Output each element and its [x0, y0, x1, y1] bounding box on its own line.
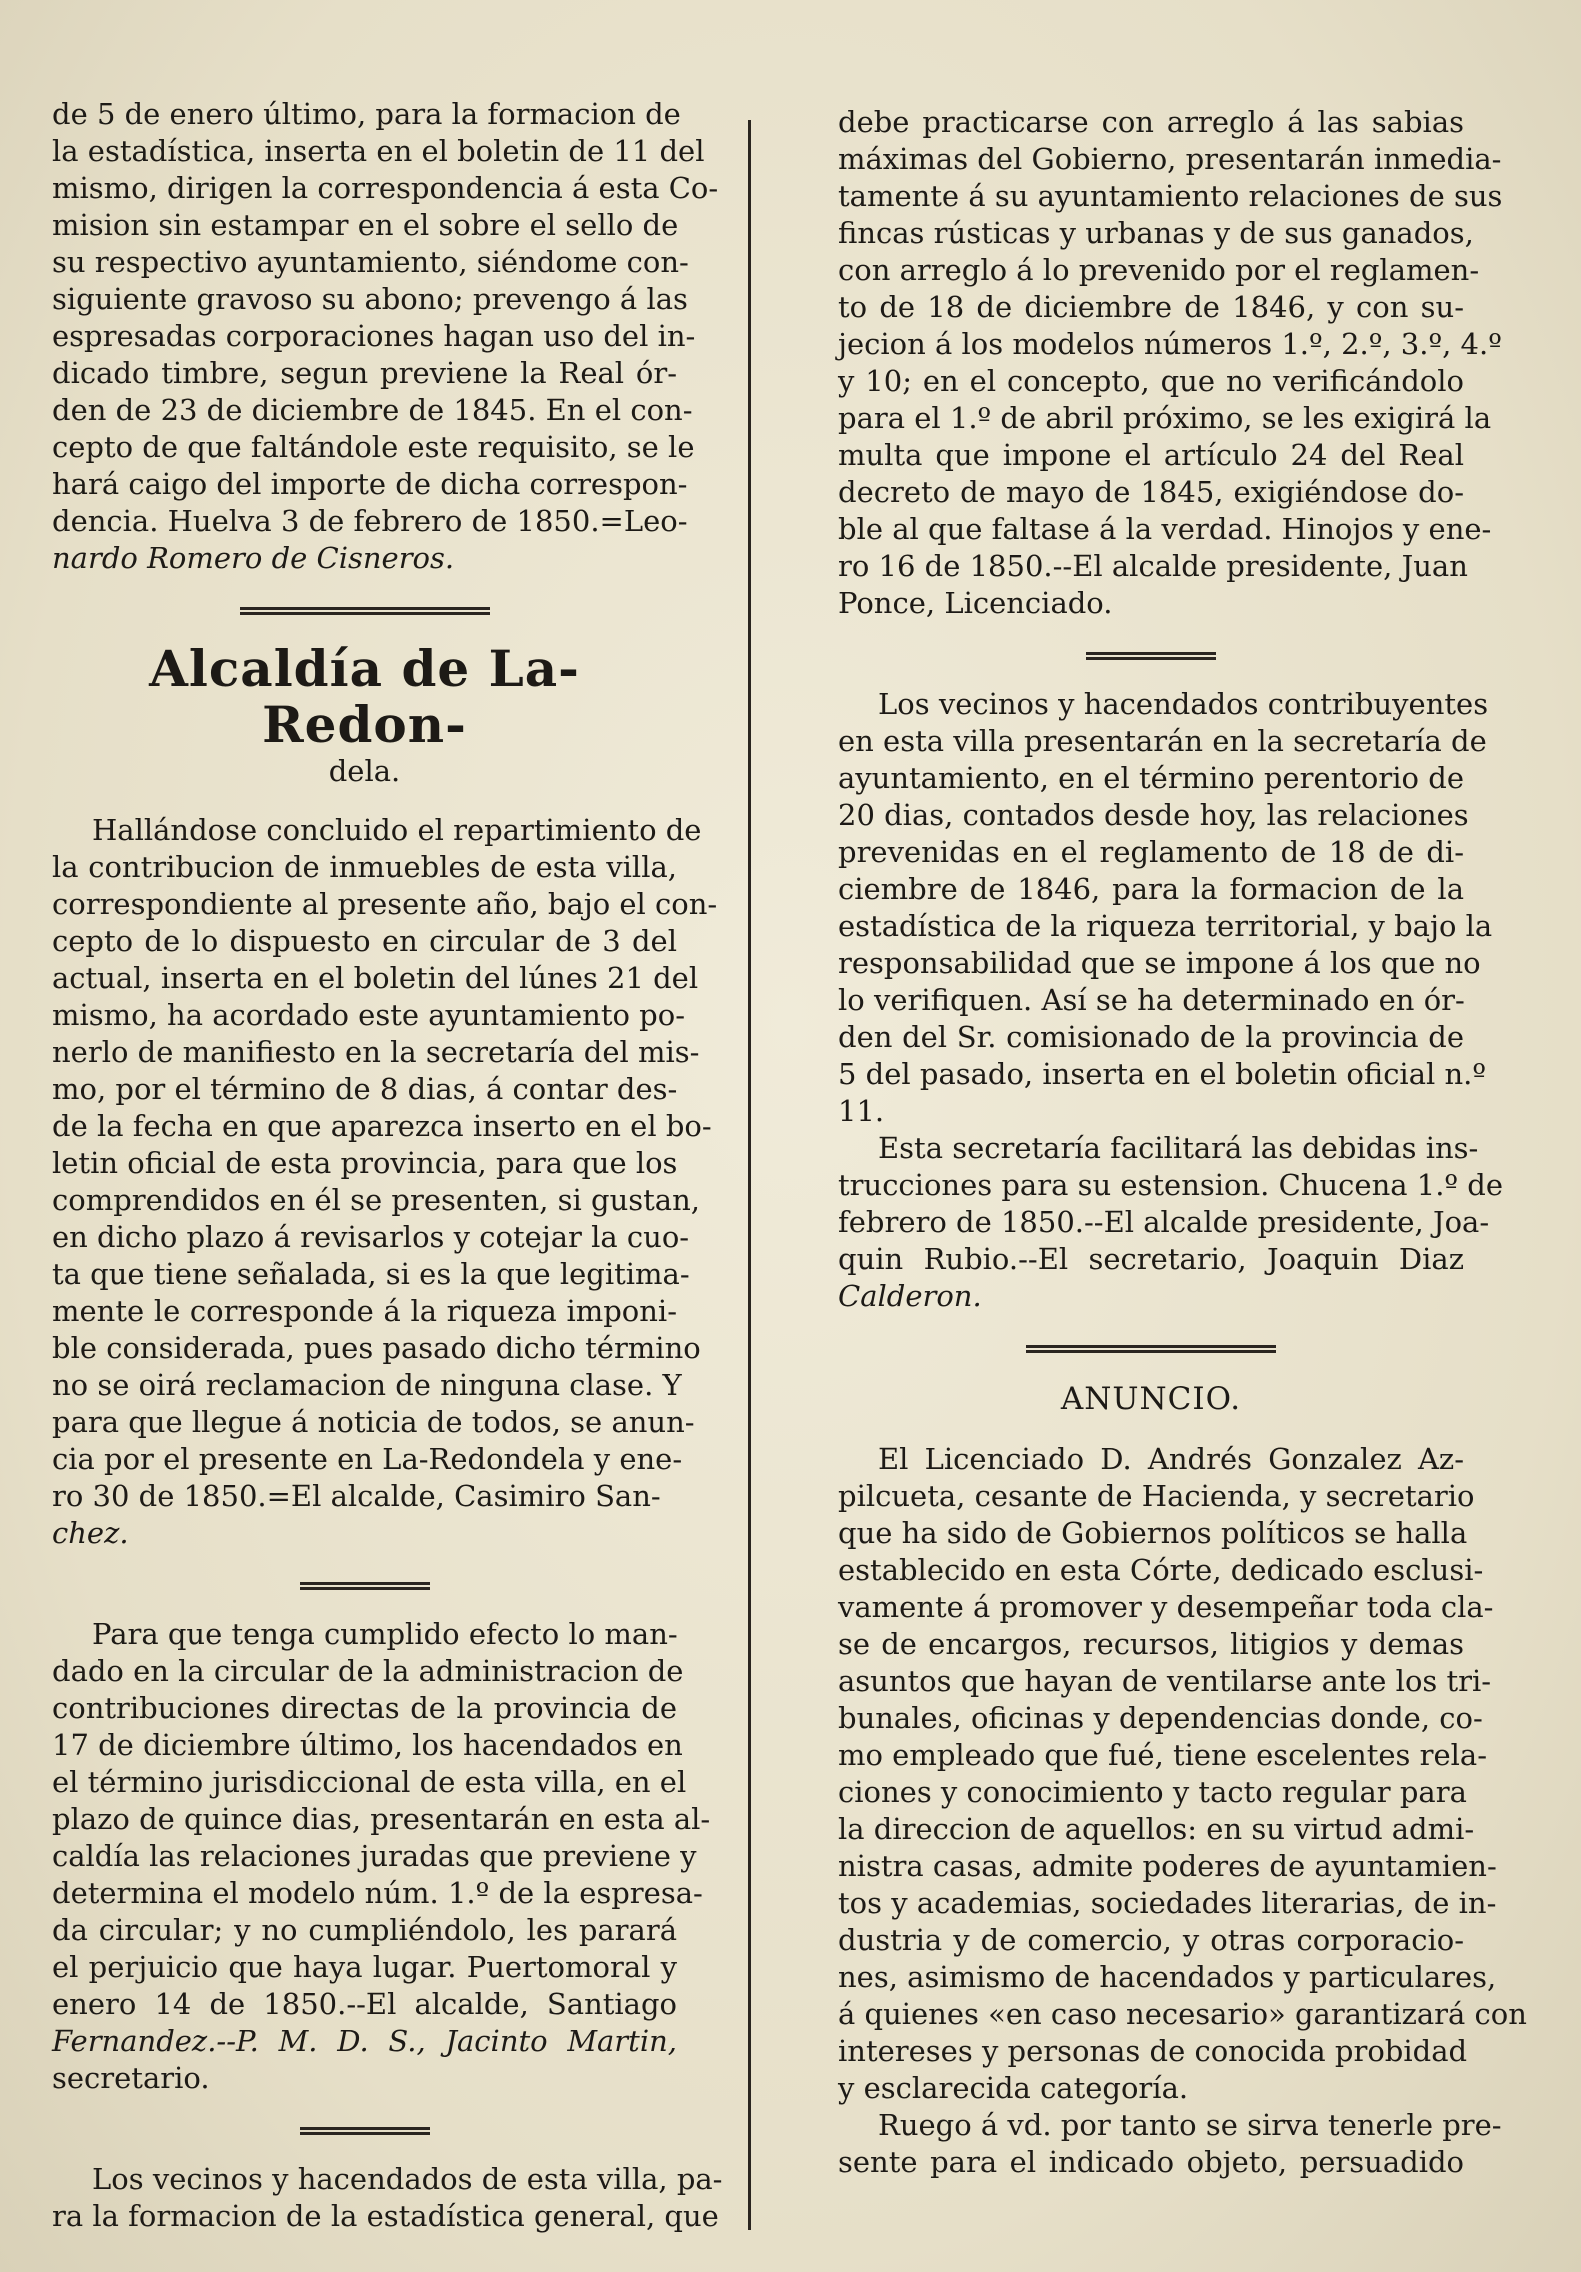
- text-line: caldía las relaciones juradas que previene y: [52, 1839, 697, 1873]
- notice-la-redondela: [52, 812, 718, 1552]
- right-column: [838, 104, 1527, 2181]
- section-rule: [1026, 1343, 1276, 1355]
- text-line: secretario.: [52, 2061, 210, 2095]
- text-line: mismo, ha acordado este ayuntamiento po-: [52, 998, 686, 1032]
- text-line: cia por el presente en La-Redondela y ene-: [52, 1442, 683, 1476]
- notice-chucena: [838, 686, 1504, 1315]
- text-line: dicado timbre, segun previene la Real ór-: [52, 356, 677, 390]
- text-line: dustria y de comercio, y otras corporacio-: [838, 1923, 1464, 1957]
- text-line: ro 30 de 1850.=El alcalde, Casimiro San-: [52, 1479, 661, 1513]
- text-line: contribuciones directas de la provincia de: [52, 1691, 677, 1725]
- text-line: cepto de lo dispuesto en circular de 3 del: [52, 924, 677, 958]
- text-line: asuntos que hayan de ventilarse ante los tri-: [838, 1664, 1492, 1698]
- text-line: con arreglo á lo prevenido por el reglamen-: [838, 253, 1480, 287]
- text-line: nes, asimismo de hacendados y particulares,: [838, 1960, 1497, 1994]
- column-divider: [748, 120, 751, 2230]
- text-line: espresadas corporaciones hagan uso del in-: [52, 319, 696, 353]
- text-line: bunales, oficinas y dependencias donde, co-: [838, 1701, 1483, 1735]
- text-line: Los vecinos y hacendados de esta villa, pa-: [92, 2162, 723, 2196]
- text-line: comprendidos en él se presenten, si gustan,: [52, 1183, 700, 1217]
- section-heading-continuation: dela.: [328, 754, 401, 788]
- text-line: enero 14 de 1850.--El alcalde, Santiago: [52, 1987, 677, 2021]
- text-line: intereses y personas de conocida probidad: [838, 2034, 1468, 2068]
- text-line: la estadística, inserta en el boletin de 11 del: [52, 134, 705, 168]
- text-line: y 10; en el concepto, que no verificándolo: [838, 364, 1464, 398]
- text-line: den de 23 de diciembre de 1845. En el con-: [52, 393, 693, 427]
- text-line: Ruego á vd. por tanto se sirva tenerle pre-: [878, 2108, 1502, 2142]
- text-line: Calderon.: [838, 1279, 982, 1313]
- text-line: cepto de que faltándole este requisito, se le: [52, 430, 695, 464]
- text-line: en esta villa presentarán en la secretaría de: [838, 724, 1487, 758]
- text-line: hará caigo del importe de dicha correspon-: [52, 467, 688, 501]
- text-line: den del Sr. comisionado de la provincia de: [838, 1020, 1464, 1054]
- left-column: [52, 96, 723, 2235]
- announcement-body: [838, 1441, 1527, 2181]
- text-line: 17 de diciembre último, los hacendados en: [52, 1728, 683, 1762]
- text-line: febrero de 1850.--El alcalde presidente, Joa-: [838, 1205, 1490, 1239]
- text-line: tos y academias, sociedades literarias, de in-: [838, 1886, 1497, 1920]
- text-line: mo empleado que fué, tiene escelentes rela-: [838, 1738, 1488, 1772]
- text-line: se de encargos, recursos, litigios y demas: [838, 1627, 1464, 1661]
- text-line: siguiente gravoso su abono; prevengo á las: [52, 282, 688, 316]
- text-line: tamente á su ayuntamiento relaciones de sus: [838, 179, 1503, 213]
- text-line: fincas rústicas y urbanas y de sus ganados,: [838, 216, 1474, 250]
- text-line: no se oirá reclamacion de ninguna clase. Y: [52, 1368, 682, 1402]
- text-line: mismo, dirigen la correspondencia á esta Co-: [52, 171, 719, 205]
- text-line: letin oficial de esta provincia, para que los: [52, 1146, 678, 1180]
- text-line: 11.: [838, 1094, 885, 1128]
- text-line: lo verifiquen. Así se ha determinado en ór-: [838, 983, 1465, 1017]
- notice-hinojos-start: [52, 2161, 723, 2235]
- text-line: multa que impone el artículo 24 del Real: [838, 438, 1464, 472]
- text-line: que ha sido de Gobiernos políticos se halla: [838, 1516, 1468, 1550]
- text-line: mision sin estampar en el sobre el sello de: [52, 208, 679, 242]
- text-line: Para que tenga cumplido efecto lo man-: [92, 1617, 678, 1651]
- section-rule: [240, 605, 490, 617]
- text-line: establecido en esta Córte, dedicado esclusi-: [838, 1553, 1484, 1587]
- section-rule: [1086, 650, 1216, 662]
- text-line: nistra casas, admite poderes de ayuntamien-: [838, 1849, 1497, 1883]
- text-line: á quienes «en caso necesario» garantizará con: [838, 1997, 1527, 2031]
- text-line: da circular; y no cumpliéndolo, les parará: [52, 1913, 677, 1947]
- text-line: ro 16 de 1850.--El alcalde presidente, Juan: [838, 549, 1468, 583]
- text-line: ble al que faltase á la verdad. Hinojos y ene-: [838, 512, 1492, 546]
- text-line: estadística de la riqueza territorial, y bajo la: [838, 909, 1493, 943]
- text-line: mo, por el término de 8 dias, á contar des-: [52, 1072, 678, 1106]
- text-line: ra la formacion de la estadística general, que: [52, 2199, 719, 2233]
- text-line: mente le corresponde á la riqueza imponi-: [52, 1294, 677, 1328]
- text-line: decreto de mayo de 1845, exigiéndose do-: [838, 475, 1464, 509]
- text-line: trucciones para su estension. Chucena 1.º de: [838, 1168, 1504, 1202]
- signature: chez.: [52, 1516, 129, 1550]
- text-line: Ponce, Licenciado.: [838, 586, 1113, 620]
- text-line: el término jurisdiccional de esta villa, en el: [52, 1765, 687, 1799]
- section-rule: [300, 1580, 430, 1592]
- text-line: quin Rubio.--El secretario, Joaquin Diaz: [838, 1242, 1464, 1276]
- text-line: ta que tiene señalada, si es la que legitima-: [52, 1257, 690, 1291]
- text-line: y esclarecida categoría.: [838, 2071, 1189, 2105]
- text-line: nerlo de manifiesto en la secretaría del mis-: [52, 1035, 700, 1069]
- announcement-title: ANUNCIO.: [1060, 1381, 1242, 1417]
- text-line: prevenidas en el reglamento de 18 de di-: [838, 835, 1464, 869]
- text-line: debe practicarse con arreglo á las sabias: [838, 105, 1464, 139]
- text-line: ayuntamiento, en el término perentorio de: [838, 761, 1464, 795]
- text-line: la contribucion de inmuebles de esta villa,: [52, 850, 677, 884]
- text-line: 5 del pasado, inserta en el boletin oficial n.º: [838, 1057, 1487, 1091]
- text-line: la direccion de aquellos: en su virtud admi-: [838, 1812, 1475, 1846]
- text-line: Fernandez.--P. M. D. S., Jacinto Martin,: [52, 2024, 677, 2058]
- text-line: de la fecha en que aparezca inserto en el bo-: [52, 1109, 712, 1143]
- text-line: en dicho plazo á revisarlos y cotejar la cuo-: [52, 1220, 690, 1254]
- section-heading: Alcaldía de La-Redon-: [149, 639, 580, 754]
- notice-huelva: [52, 96, 719, 577]
- text-line: 20 dias, contados desde hoy, las relaciones: [838, 798, 1469, 832]
- text-line: dencia. Huelva 3 de febrero de 1850.=Leo-: [52, 504, 688, 538]
- text-line: su respectivo ayuntamiento, siéndome con-: [52, 245, 689, 279]
- text-line: para que llegue á noticia de todos, se anun-: [52, 1405, 695, 1439]
- text-line: sente para el indicado objeto, persuadido: [838, 2145, 1464, 2179]
- text-line: responsabilidad que se impone á los que no: [838, 946, 1481, 980]
- text-line: pilcueta, cesante de Hacienda, y secretario: [838, 1479, 1475, 1513]
- text-line: ciembre de 1846, para la formacion de la: [838, 872, 1464, 906]
- text-line: correspondiente al presente año, bajo el con-: [52, 887, 718, 921]
- text-line: actual, inserta en el boletin del lúnes 21 del: [52, 961, 699, 995]
- text-line: Esta secretaría facilitará las debidas ins-: [878, 1131, 1479, 1165]
- text-line: vamente á promover y desempeñar toda cla-: [838, 1590, 1494, 1624]
- text-line: Hallándose concluido el repartimiento de: [92, 813, 702, 847]
- text-line: ciones y conocimiento y tacto regular para: [838, 1775, 1467, 1809]
- section-rule: [300, 2125, 430, 2137]
- text-line: para el 1.º de abril próximo, se les exigirá la: [838, 401, 1492, 435]
- text-line: El Licenciado D. Andrés Gonzalez Az-: [878, 1442, 1464, 1476]
- text-line: to de 18 de diciembre de 1846, y con su-: [838, 290, 1464, 324]
- text-line: determina el modelo núm. 1.º de la espresa-: [52, 1876, 703, 1910]
- notice-puertomoral: [52, 1616, 711, 2097]
- notice-hinojos: [838, 104, 1503, 622]
- text-line: Los vecinos y hacendados contribuyentes: [878, 687, 1489, 721]
- text-line: ble considerada, pues pasado dicho término: [52, 1331, 701, 1365]
- text-line: el perjuicio que haya lugar. Puertomoral y: [52, 1950, 677, 1984]
- text-line: máximas del Gobierno, presentarán inmedia-: [838, 142, 1502, 176]
- text-line: dado en la circular de la administracion de: [52, 1654, 684, 1688]
- text-line: jecion á los modelos números 1.º, 2.º, 3.º, 4.º: [838, 327, 1502, 361]
- text-line: plazo de quince dias, presentarán en esta al-: [52, 1802, 711, 1836]
- signature: nardo Romero de Cisneros.: [52, 541, 455, 575]
- text-line: de 5 de enero último, para la formacion de: [52, 97, 681, 131]
